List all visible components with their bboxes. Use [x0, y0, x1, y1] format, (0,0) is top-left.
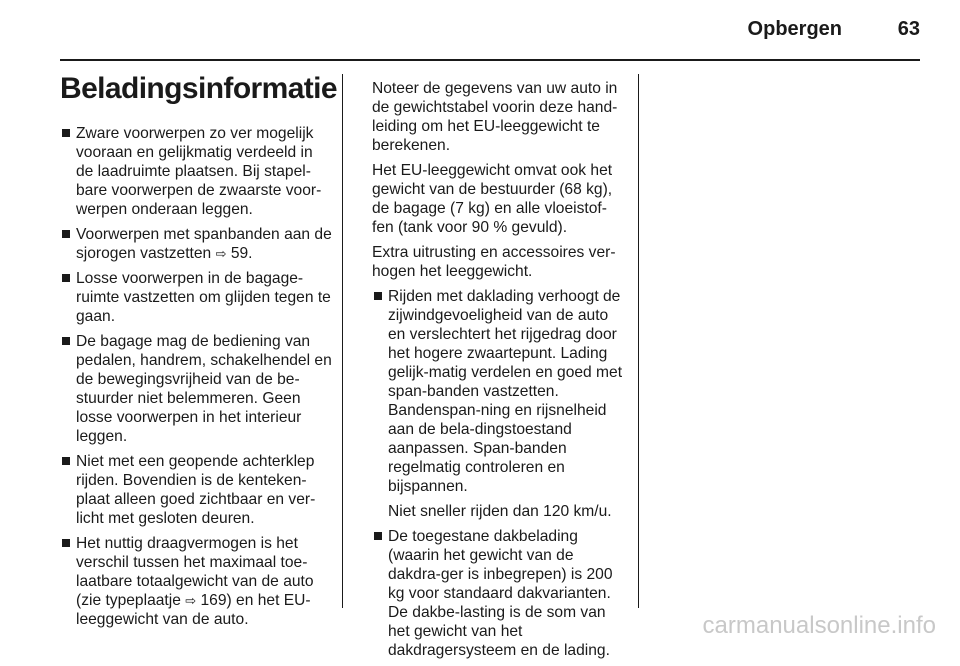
left-bullet-list	[60, 124, 332, 629]
list-item: Losse voorwerpen in de bagage-ruimte vastzetten om glijden tegen te gaan.	[60, 269, 332, 326]
page-reference-arrow-icon[interactable]: ⇨	[185, 593, 197, 608]
page-header	[0, 18, 920, 48]
page-number: 63	[897, 18, 920, 40]
list-item: Zware voorwerpen zo ver mogelijk vooraan en gelijkmatig verdeeld in de laadruimte plaatsen. Bij stapel-bare voorwerpen de zwaarste voor-werpen onderaan leggen.	[60, 124, 332, 219]
section-title: Opbergen	[747, 18, 842, 40]
page-reference-arrow-icon[interactable]: ⇨	[215, 246, 227, 261]
right-column	[372, 79, 624, 666]
list-item: Voorwerpen met spanbanden aan de sjorogen vastzetten ⇨ 59.	[60, 225, 332, 263]
watermark: carmanualsonline.info	[702, 612, 936, 639]
paragraph: Het EU-leeggewicht omvat ook het gewicht van de bestuurder (68 kg), de bagage (7 kg) en alle vloeistof-fen (tank voor 90 % gevuld).	[372, 162, 613, 236]
list-item: De bagage mag de bediening van pedalen, handrem, schakelhendel en de bewegingsvrijheid van de be-stuurder niet belemmeren. Geen losse voorwerpen in het interieur leggen.	[60, 332, 332, 446]
page-title: Beladingsinformatie	[60, 72, 337, 105]
list-item: Rijden met daklading verhoogt de zijwindgevoeligheid van de auto en verslechtert het rijgedrag door het hogere zwaartepunt. Lading gelijk-matig verdelen en goed met span-banden vastzetten. Bandenspan-ning en rijsnelheid aan de bela-dingstoestand aanpassen. Span-banden regelmatig controleren en bijspannen. Niet sneller rijden dan 120 km/u.	[372, 287, 624, 521]
column-divider-2	[638, 74, 639, 608]
list-item: De toegestane dakbelading (waarin het gewicht van de dakdra-ger is inbegrepen) is 200 kg voor standaard dakvarianten. De dakbe-lasting is de som van het gewicht van het dakdragersysteem en de lading.	[372, 527, 624, 660]
page-reference[interactable]: 169)	[200, 592, 232, 609]
speed-note: Niet sneller rijden dan 120 km/u.	[388, 503, 612, 520]
header-rule	[60, 59, 920, 61]
column-divider-1	[342, 74, 343, 608]
page-reference[interactable]: 59.	[230, 245, 253, 262]
paragraph: Extra uitrusting en accessoires ver-hogen het leeggewicht.	[372, 244, 616, 280]
list-item: Het nuttig draagvermogen is het verschil tussen het maximaal toe-laatbare totaalgewicht van de auto (zie typeplaatje ⇨ 169) en het EU-leeggewicht van de auto.	[60, 534, 332, 629]
right-bullet-list	[372, 287, 624, 660]
left-column	[60, 72, 337, 635]
paragraph: Noteer de gegevens van uw auto in de gewichtstabel voorin deze hand-leiding om het EU-leeggewicht te berekenen.	[372, 80, 618, 154]
list-item: Niet met een geopende achterklep rijden. Bovendien is de kenteken-plaat alleen goed zichtbaar en ver-licht met gesloten deuren.	[60, 452, 332, 528]
